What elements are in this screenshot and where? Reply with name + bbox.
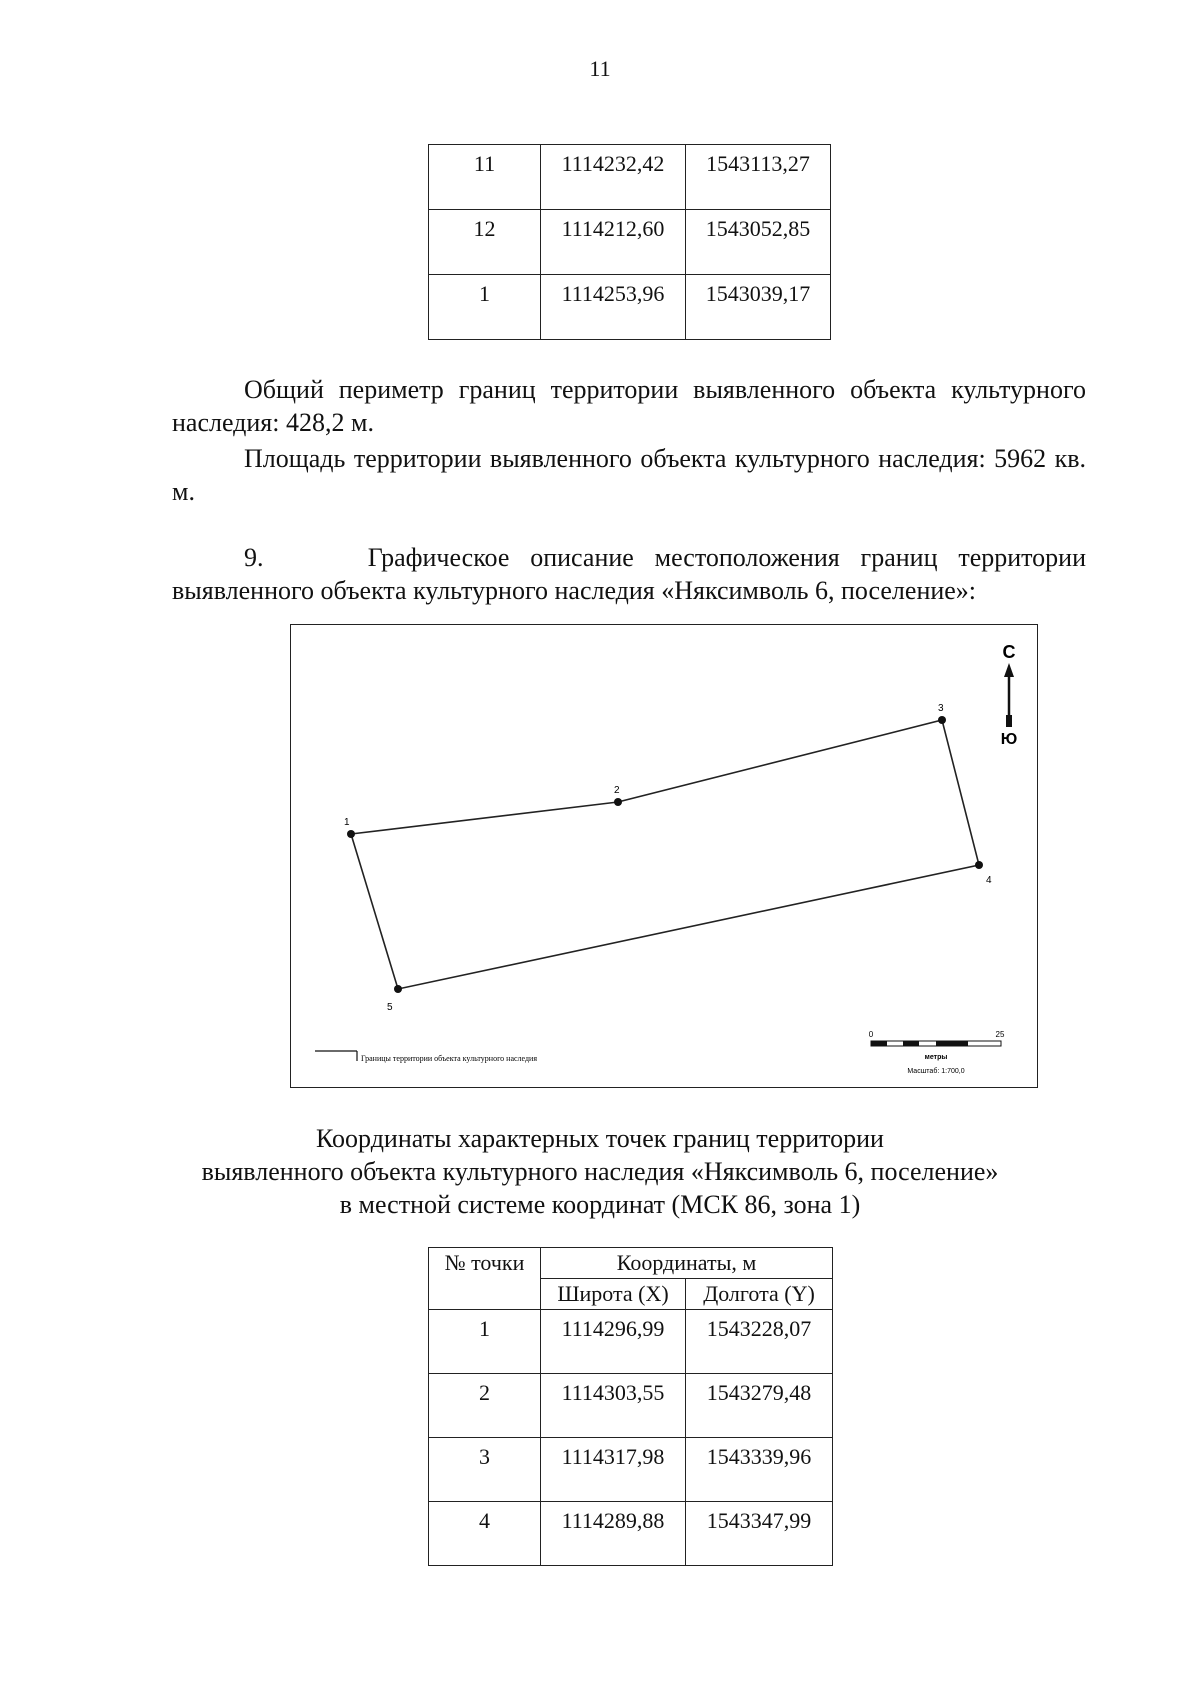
point-number-cell: 12 bbox=[429, 210, 541, 275]
longitude-cell: 1543052,85 bbox=[686, 210, 831, 275]
section-9-paragraph: 9. Графическое описание местоположения границ территории выявленного объекта культурного наследия «Няксимволь 6, поселение»: bbox=[172, 543, 1093, 605]
longitude-header: Долгота (Y) bbox=[686, 1279, 833, 1310]
longitude-cell: 1543228,07 bbox=[686, 1310, 833, 1374]
point-number-cell: 1 bbox=[429, 275, 541, 340]
legend-label: Границы территории объекта культурного наследия bbox=[361, 1054, 538, 1063]
scale-bar bbox=[869, 1030, 1005, 1075]
point-label-2: 2 bbox=[614, 785, 620, 796]
table-header-row bbox=[429, 1248, 833, 1279]
latitude-cell: 1114296,99 bbox=[541, 1310, 686, 1374]
north-label: С bbox=[1002, 642, 1016, 662]
table-row bbox=[429, 145, 831, 210]
boundary-map bbox=[290, 624, 1038, 1088]
scale-bar-unit-label: метры bbox=[924, 1054, 948, 1061]
point-number-cell: 1 bbox=[429, 1310, 541, 1374]
coordinates-table bbox=[428, 1247, 833, 1566]
latitude-cell: 1114303,55 bbox=[541, 1374, 686, 1438]
area-paragraph: Площадь территории выявленного объекта культурного наследия: 5962 кв. м. bbox=[172, 444, 1086, 506]
page-number: 11 bbox=[589, 56, 611, 81]
point-label-3: 3 bbox=[938, 703, 944, 714]
map-legend bbox=[315, 1051, 537, 1063]
coordinates-header: Координаты, м bbox=[541, 1248, 833, 1279]
boundary-map-svg bbox=[291, 625, 1037, 1087]
caption-line: Координаты характерных точек границ территории bbox=[316, 1124, 884, 1153]
latitude-cell: 1114289,88 bbox=[541, 1502, 686, 1566]
longitude-cell: 1543347,99 bbox=[686, 1502, 833, 1566]
latitude-header: Широта (X) bbox=[541, 1279, 686, 1310]
table-row bbox=[429, 1374, 833, 1438]
point-marker-1 bbox=[347, 830, 355, 838]
table-row bbox=[429, 1502, 833, 1566]
perimeter-paragraph: Общий периметр границ территории выявленного объекта культурного наследия: 428,2 м. bbox=[172, 375, 1086, 437]
point-marker-5 bbox=[394, 985, 402, 993]
longitude-cell: 1543039,17 bbox=[686, 275, 831, 340]
caption-line: выявленного объекта культурного наследия «Няксимволь 6, поселение» bbox=[201, 1157, 999, 1186]
point-number-cell: 2 bbox=[429, 1374, 541, 1438]
point-number-header: № точки bbox=[429, 1248, 541, 1310]
point-marker-3 bbox=[938, 716, 946, 724]
scale-bar-end-label: 25 bbox=[995, 1030, 1005, 1039]
point-marker-4 bbox=[975, 861, 983, 869]
latitude-cell: 1114232,42 bbox=[541, 145, 686, 210]
table-row bbox=[429, 1438, 833, 1502]
boundary-polygon bbox=[351, 720, 979, 989]
point-number-cell: 11 bbox=[429, 145, 541, 210]
latitude-cell: 1114253,96 bbox=[541, 275, 686, 340]
latitude-cell: 1114317,98 bbox=[541, 1438, 686, 1502]
coordinates-caption bbox=[0, 1122, 1200, 1221]
latitude-cell: 1114212,60 bbox=[541, 210, 686, 275]
coordinates-table-continued bbox=[428, 144, 831, 340]
table-row bbox=[429, 210, 831, 275]
longitude-cell: 1543279,48 bbox=[686, 1374, 833, 1438]
table-row bbox=[429, 1310, 833, 1374]
north-arrow-icon bbox=[1001, 642, 1018, 748]
scale-bar-start-label: 0 bbox=[868, 1030, 874, 1039]
point-label-5: 5 bbox=[387, 1002, 393, 1013]
longitude-cell: 1543339,96 bbox=[686, 1438, 833, 1502]
scale-text: Масштаб: 1:700,0 bbox=[907, 1068, 965, 1075]
south-label: Ю bbox=[1000, 731, 1018, 748]
longitude-cell: 1543113,27 bbox=[686, 145, 831, 210]
caption-line: в местной системе координат (МСК 86, зона 1) bbox=[339, 1190, 861, 1219]
point-label-4: 4 bbox=[986, 875, 992, 886]
point-label-1: 1 bbox=[344, 817, 350, 828]
point-marker-2 bbox=[614, 798, 622, 806]
point-number-cell: 3 bbox=[429, 1438, 541, 1502]
table-row bbox=[429, 275, 831, 340]
point-number-cell: 4 bbox=[429, 1502, 541, 1566]
